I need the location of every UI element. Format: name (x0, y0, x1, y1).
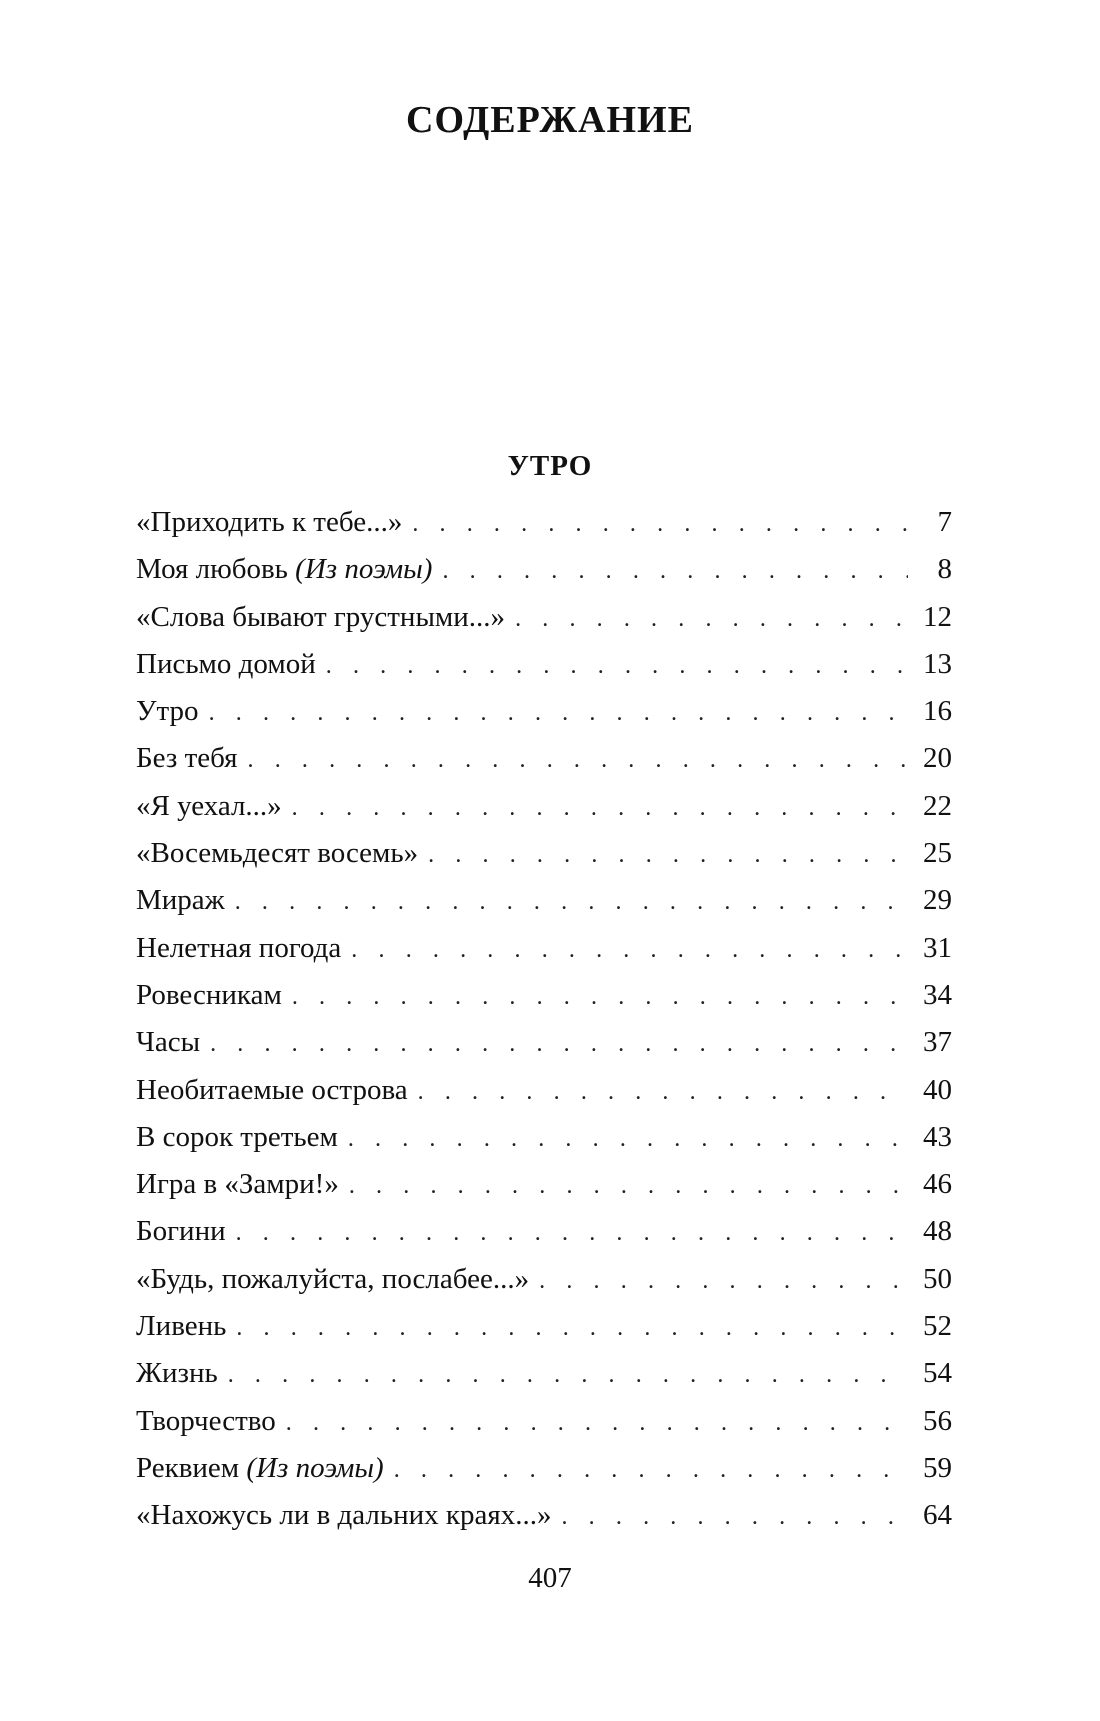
toc-entry-title: Реквием (Из поэмы) (136, 1451, 384, 1484)
toc-entry-page: 7 (937, 506, 952, 538)
dot-leader (292, 974, 908, 1021)
dot-leader (286, 1400, 908, 1447)
toc-entry-page: 59 (923, 1451, 952, 1484)
toc-entry[interactable] (136, 830, 952, 877)
toc-entry-title: Творчество (136, 1404, 276, 1437)
toc-entry-title: «Приходить к тебе...» (136, 506, 403, 538)
dot-leader (561, 1494, 908, 1541)
toc-entry-page: 46 (923, 1168, 952, 1201)
toc-entry-note: (Из поэмы) (246, 1451, 384, 1484)
toc-entry-title: Игра в «Замри!» (136, 1168, 339, 1201)
toc-entry-title: В сорок третьем (136, 1120, 338, 1153)
toc-entry[interactable] (136, 546, 952, 593)
dot-leader (235, 879, 908, 926)
toc-entry-title: «Слова бывают грустными...» (136, 600, 506, 633)
toc-entry-title: Ливень (136, 1310, 227, 1343)
toc-entry-page: 31 (923, 931, 952, 964)
toc-entry[interactable] (136, 1303, 952, 1350)
toc-entry-title: Часы (136, 1026, 201, 1059)
toc-entry-title: «Будь, пожалуйста, послабее...» (136, 1262, 530, 1295)
page-title: СОДЕРЖАНИЕ (406, 99, 694, 141)
toc-entry[interactable] (136, 1445, 952, 1492)
toc-entry-page: 16 (923, 695, 952, 728)
toc-entry-title: Богини (136, 1215, 226, 1248)
dot-leader (394, 1447, 908, 1494)
toc-entry-page: 48 (923, 1215, 952, 1248)
dot-leader (236, 1305, 908, 1352)
dot-leader (248, 737, 909, 784)
toc-entry-page: 25 (923, 837, 952, 870)
toc-entry-page: 50 (923, 1262, 952, 1295)
dot-leader (428, 832, 908, 879)
toc-entry-page: 56 (923, 1404, 952, 1437)
toc-entry[interactable] (136, 499, 952, 546)
toc-entry[interactable] (136, 594, 952, 641)
dot-leader (515, 596, 908, 643)
toc-entry[interactable] (136, 735, 952, 782)
toc-entry-title: Жизнь (136, 1357, 218, 1390)
table-of-contents (136, 499, 952, 1540)
dot-leader (209, 690, 908, 737)
toc-entry-page: 37 (923, 1026, 952, 1059)
toc-entry[interactable] (136, 1398, 952, 1445)
toc-entry-title: Без тебя (136, 742, 238, 775)
dot-leader (228, 1352, 908, 1399)
dot-leader (236, 1210, 908, 1257)
toc-entry[interactable] (136, 1256, 952, 1303)
toc-entry-title: Необитаемые острова (136, 1073, 408, 1106)
toc-entry[interactable] (136, 925, 952, 972)
toc-entry-page: 20 (923, 742, 952, 775)
toc-entry-page: 52 (923, 1310, 952, 1343)
toc-entry[interactable] (136, 688, 952, 735)
toc-entry-title: Моя любовь (Из поэмы) (136, 553, 433, 586)
toc-entry-title: Письмо домой (136, 647, 316, 680)
dot-leader (412, 501, 908, 548)
dot-leader (351, 927, 908, 974)
toc-entry-page: 13 (923, 647, 952, 680)
toc-entry-page: 34 (923, 978, 952, 1011)
toc-entry-page: 29 (923, 884, 952, 917)
dot-leader (539, 1258, 908, 1305)
toc-entry[interactable] (136, 1114, 952, 1161)
toc-entry[interactable] (136, 1350, 952, 1397)
toc-entry[interactable] (136, 1161, 952, 1208)
dot-leader (349, 1163, 908, 1210)
toc-entry-note: (Из поэмы) (295, 553, 433, 586)
toc-entry-page: 22 (923, 789, 952, 822)
toc-entry[interactable] (136, 877, 952, 924)
toc-entry-title: «Нахожусь ли в дальних краях...» (136, 1499, 552, 1532)
dot-leader (326, 643, 908, 690)
toc-entry-page: 8 (937, 553, 952, 586)
toc-entry-title: Ровесникам (136, 978, 282, 1011)
dot-leader (210, 1021, 908, 1068)
toc-entry-page: 40 (923, 1073, 952, 1106)
toc-entry[interactable] (136, 972, 952, 1019)
toc-entry-title: Утро (136, 695, 199, 728)
toc-entry[interactable] (136, 1208, 952, 1255)
dot-leader (292, 785, 908, 832)
dot-leader (418, 1069, 908, 1116)
toc-entry-title: «Восемьдесят восемь» (136, 837, 419, 870)
toc-entry-page: 12 (923, 600, 952, 633)
toc-entry-title: Мираж (136, 884, 225, 917)
toc-entry[interactable] (136, 641, 952, 688)
toc-entry-page: 43 (923, 1120, 952, 1153)
toc-entry[interactable] (136, 783, 952, 830)
toc-entry[interactable] (136, 1019, 952, 1066)
dot-leader (348, 1116, 908, 1163)
dot-leader (442, 548, 908, 595)
toc-entry[interactable] (136, 1492, 952, 1539)
toc-entry-page: 64 (923, 1499, 952, 1532)
section-heading: УТРО (507, 450, 593, 482)
page-number: 407 (528, 1562, 572, 1594)
toc-entry-title: «Я уехал...» (136, 789, 282, 822)
toc-entry-title: Нелетная погода (136, 931, 342, 964)
toc-entry-page: 54 (923, 1357, 952, 1390)
toc-entry[interactable] (136, 1067, 952, 1114)
